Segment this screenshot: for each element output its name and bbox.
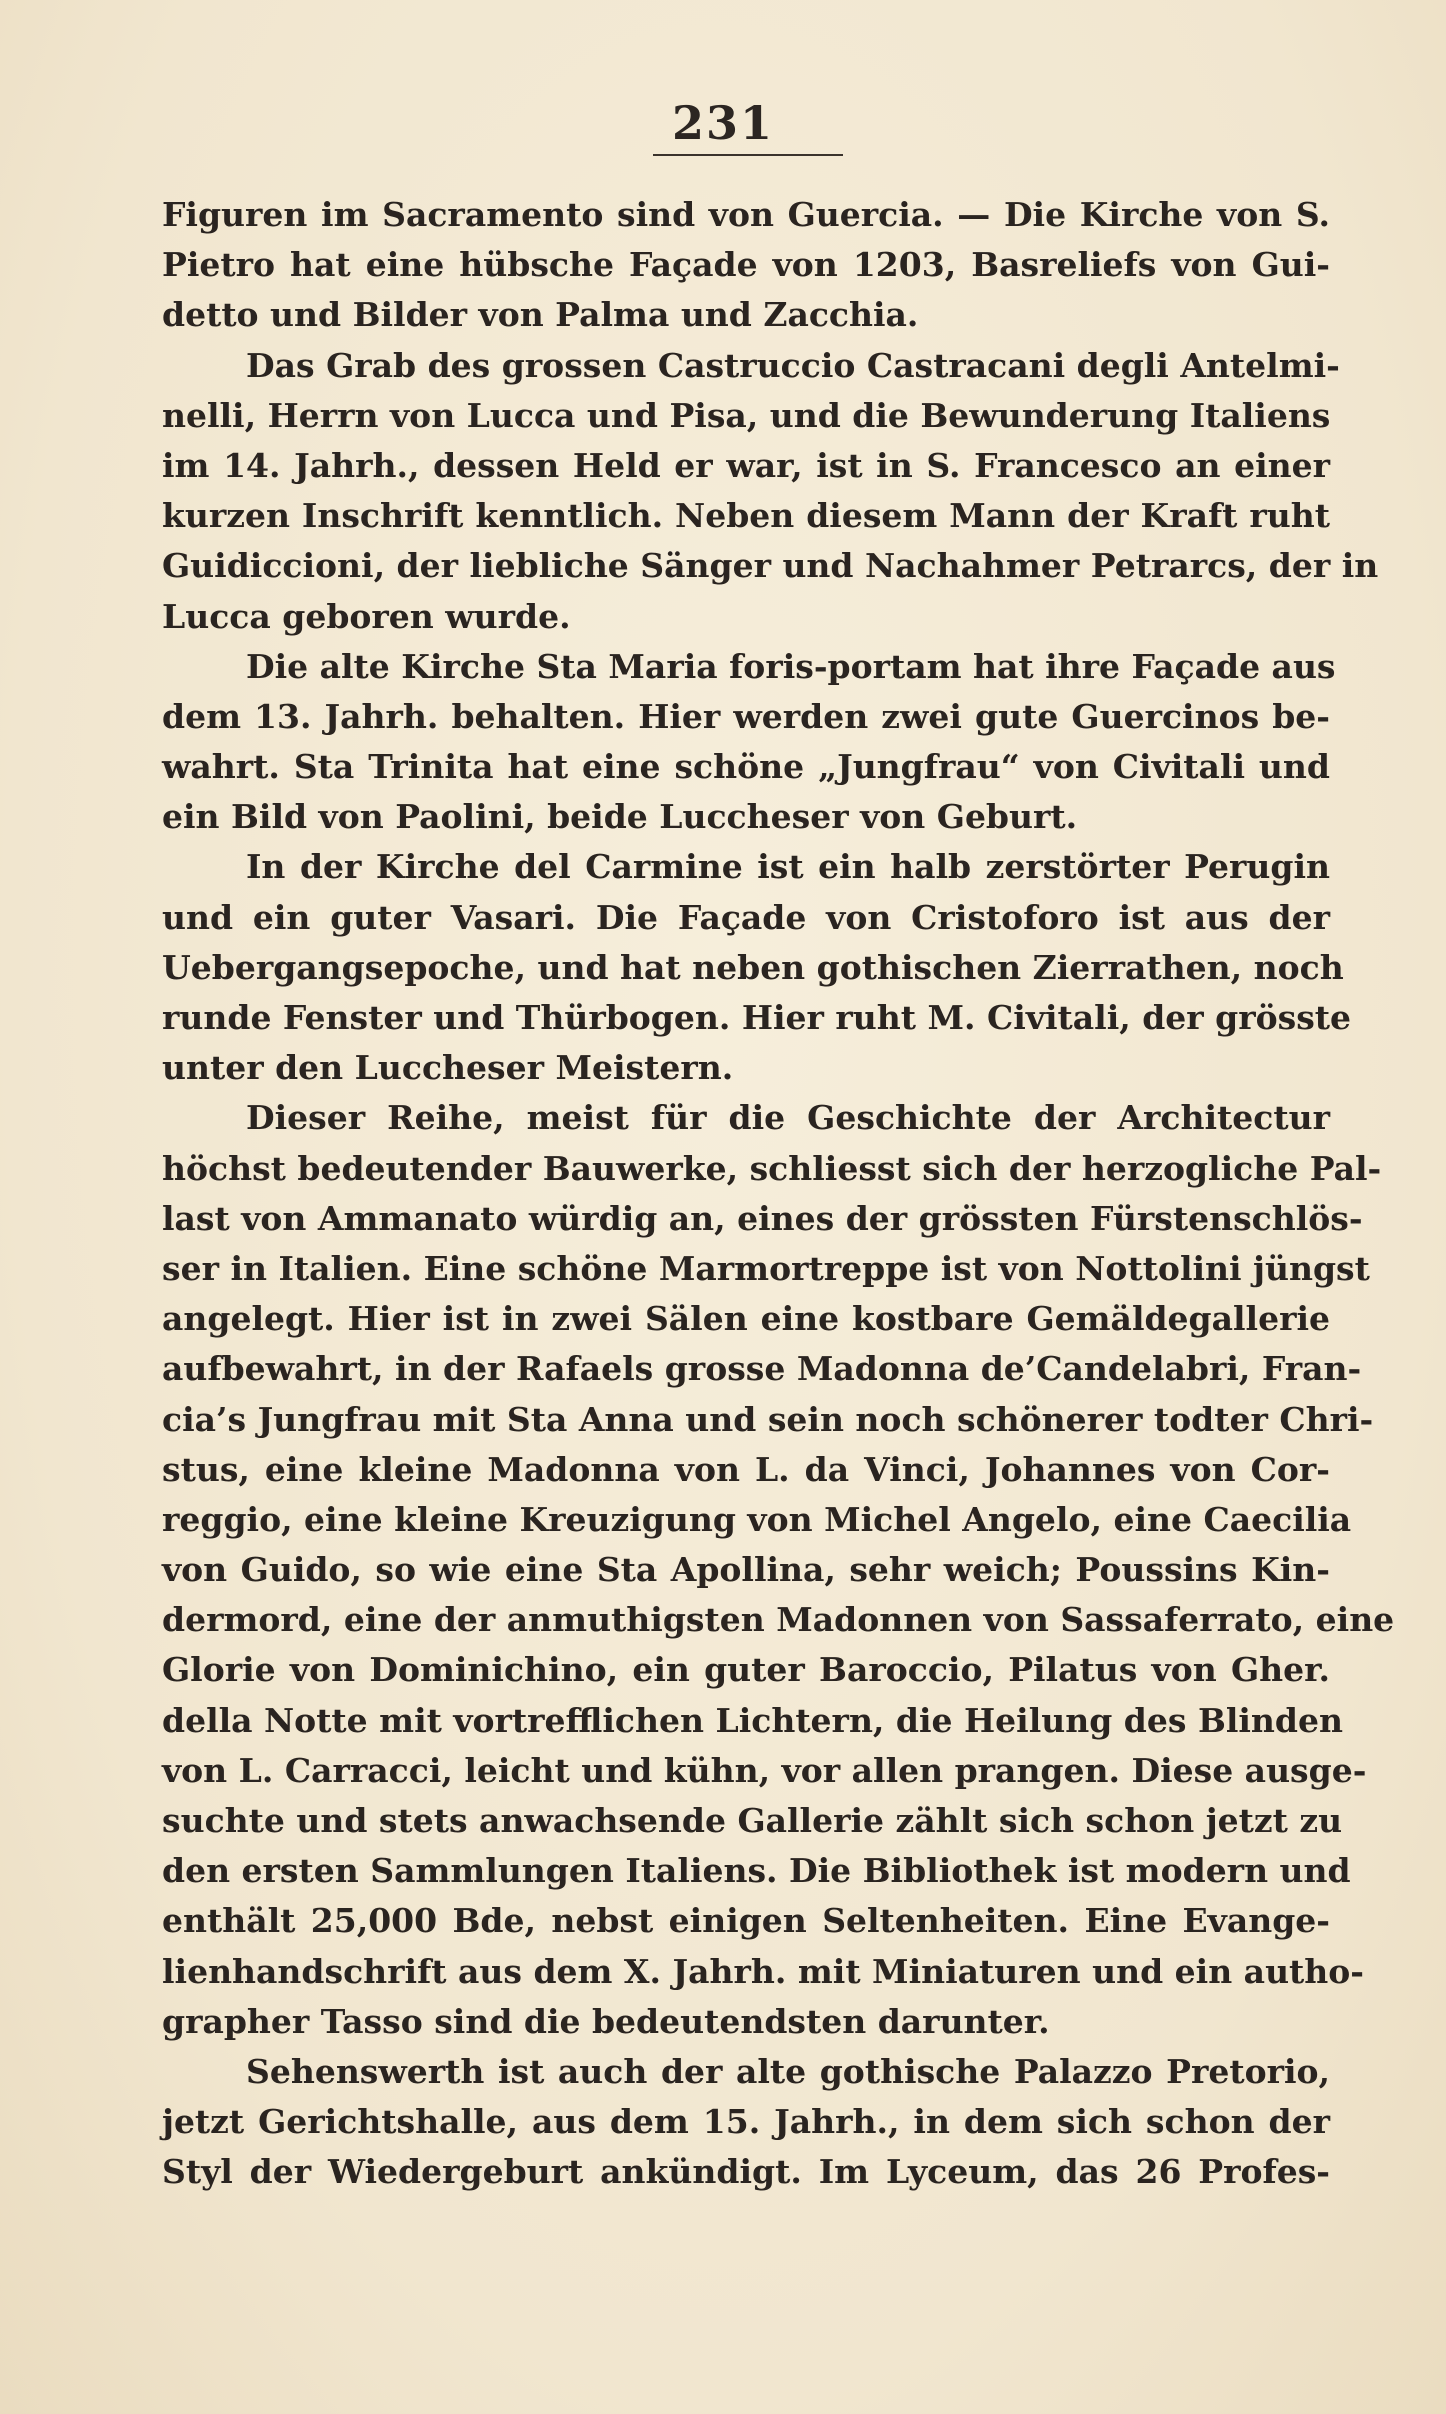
text-line: Das Grab des grossen Castruccio Castracani degli Antelmi- — [246, 345, 1340, 385]
text-line: In der Kirche del Carmine ist ein halb zerstörter Perugin — [246, 847, 1330, 887]
text-line: im 14. Jahrh., dessen Held er war, ist in S. Francesco an einer — [162, 445, 1330, 485]
text-line: unter den Luccheser Meistern. — [162, 1048, 734, 1088]
text-line: aufbewahrt, in der Rafaels grosse Madonna de’Candelabri, Fran- — [162, 1349, 1362, 1389]
text-line: jetzt Gerichtshalle, aus dem 15. Jahrh., in dem sich schon der — [162, 2102, 1330, 2142]
text-line: ein Bild von Paolini, beide Luccheser von Geburt. — [162, 797, 1078, 837]
text-line: last von Ammanato würdig an, eines der grössten Fürstenschlös- — [162, 1198, 1363, 1238]
text-line: Lucca geboren wurde. — [162, 596, 571, 636]
text-line: reggio, eine kleine Kreuzigung von Michel Angelo, eine Caecilia — [162, 1499, 1352, 1539]
text-line: von L. Carracci, leicht und kühn, vor allen prangen. Diese ausge- — [162, 1750, 1367, 1790]
body-text — [162, 190, 1395, 2198]
text-line: Guidiccioni, der liebliche Sänger und Nachahmer Petrarcs, der in — [162, 546, 1379, 586]
text-line: suchte und stets anwachsende Gallerie zählt sich schon jetzt zu — [162, 1801, 1343, 1840]
text-line: lienhandschrift aus dem X. Jahrh. mit Miniaturen und ein autho- — [162, 1951, 1365, 1991]
text-line: höchst bedeutender Bauwerke, schliesst sich der herzogliche Pal- — [162, 1148, 1382, 1188]
text-line: Sehenswerth ist auch der alte gothische Palazzo Pretorio, — [246, 2051, 1330, 2091]
text-line: Figuren im Sacramento sind von Guercia. — Die Kirche von S. — [162, 195, 1330, 234]
text-line: von Guido, so wie eine Sta Apollina, sehr weich; Poussins Kin- — [162, 1550, 1330, 1590]
text-line: della Notte mit vortrefflichen Lichtern, die Heilung des Blinden — [162, 1700, 1343, 1740]
text-line: den ersten Sammlungen Italiens. Die Bibliothek ist modern und — [162, 1851, 1351, 1891]
text-line: stus, eine kleine Madonna von L. da Vinci, Johannes von Cor- — [162, 1449, 1330, 1489]
text-line: ser in Italien. Eine schöne Marmortreppe ist von Nottolini jüngst — [162, 1248, 1370, 1288]
text-line: kurzen Inschrift kenntlich. Neben diesem Mann der Kraft ruht — [162, 496, 1330, 536]
text-line: Dieser Reihe, meist für die Geschichte der Architectur — [246, 1098, 1330, 1138]
text-line: Styl der Wiedergeburt ankündigt. Im Lyceum, das 26 Profes- — [162, 2152, 1330, 2192]
text-line: enthält 25,000 Bde, nebst einigen Seltenheiten. Eine Evange- — [162, 1901, 1330, 1941]
header-rule — [653, 154, 843, 156]
text-line: dermord, eine der anmuthigsten Madonnen von Sassaferrato, eine — [162, 1600, 1395, 1640]
text-line: Die alte Kirche Sta Maria foris-portam hat ihre Façade aus — [246, 646, 1336, 686]
text-line: angelegt. Hier ist in zwei Sälen eine kostbare Gemäldegallerie — [162, 1299, 1330, 1339]
text-line: dem 13. Jahrh. behalten. Hier werden zwei gute Guercinos be- — [162, 696, 1330, 736]
text-line: und ein guter Vasari. Die Façade von Cristoforo ist aus der — [162, 897, 1330, 937]
text-line: Uebergangsepoche, und hat neben gothischen Zierrathen, noch — [162, 947, 1344, 987]
text-line: runde Fenster und Thürbogen. Hier ruht M. Civitali, der grösste — [162, 998, 1352, 1037]
text-line: grapher Tasso sind die bedeutendsten darunter. — [162, 2001, 1050, 2041]
text-line: cia’s Jungfrau mit Sta Anna und sein noch schönerer todter Chri- — [162, 1399, 1374, 1439]
text-line: wahrt. Sta Trinita hat eine schöne „Jungfrau“ von Civitali und — [162, 747, 1330, 787]
text-line: Glorie von Dominichino, ein guter Baroccio, Pilatus von Gher. — [162, 1650, 1330, 1690]
page-number: 231 — [671, 96, 775, 150]
text-line: detto und Bilder von Palma und Zacchia. — [162, 295, 919, 335]
text-line: nelli, Herrn von Lucca und Pisa, und die Bewunderung Italiens — [162, 395, 1331, 435]
text-line: Pietro hat eine hübsche Façade von 1203, Basreliefs von Gui- — [162, 245, 1330, 285]
